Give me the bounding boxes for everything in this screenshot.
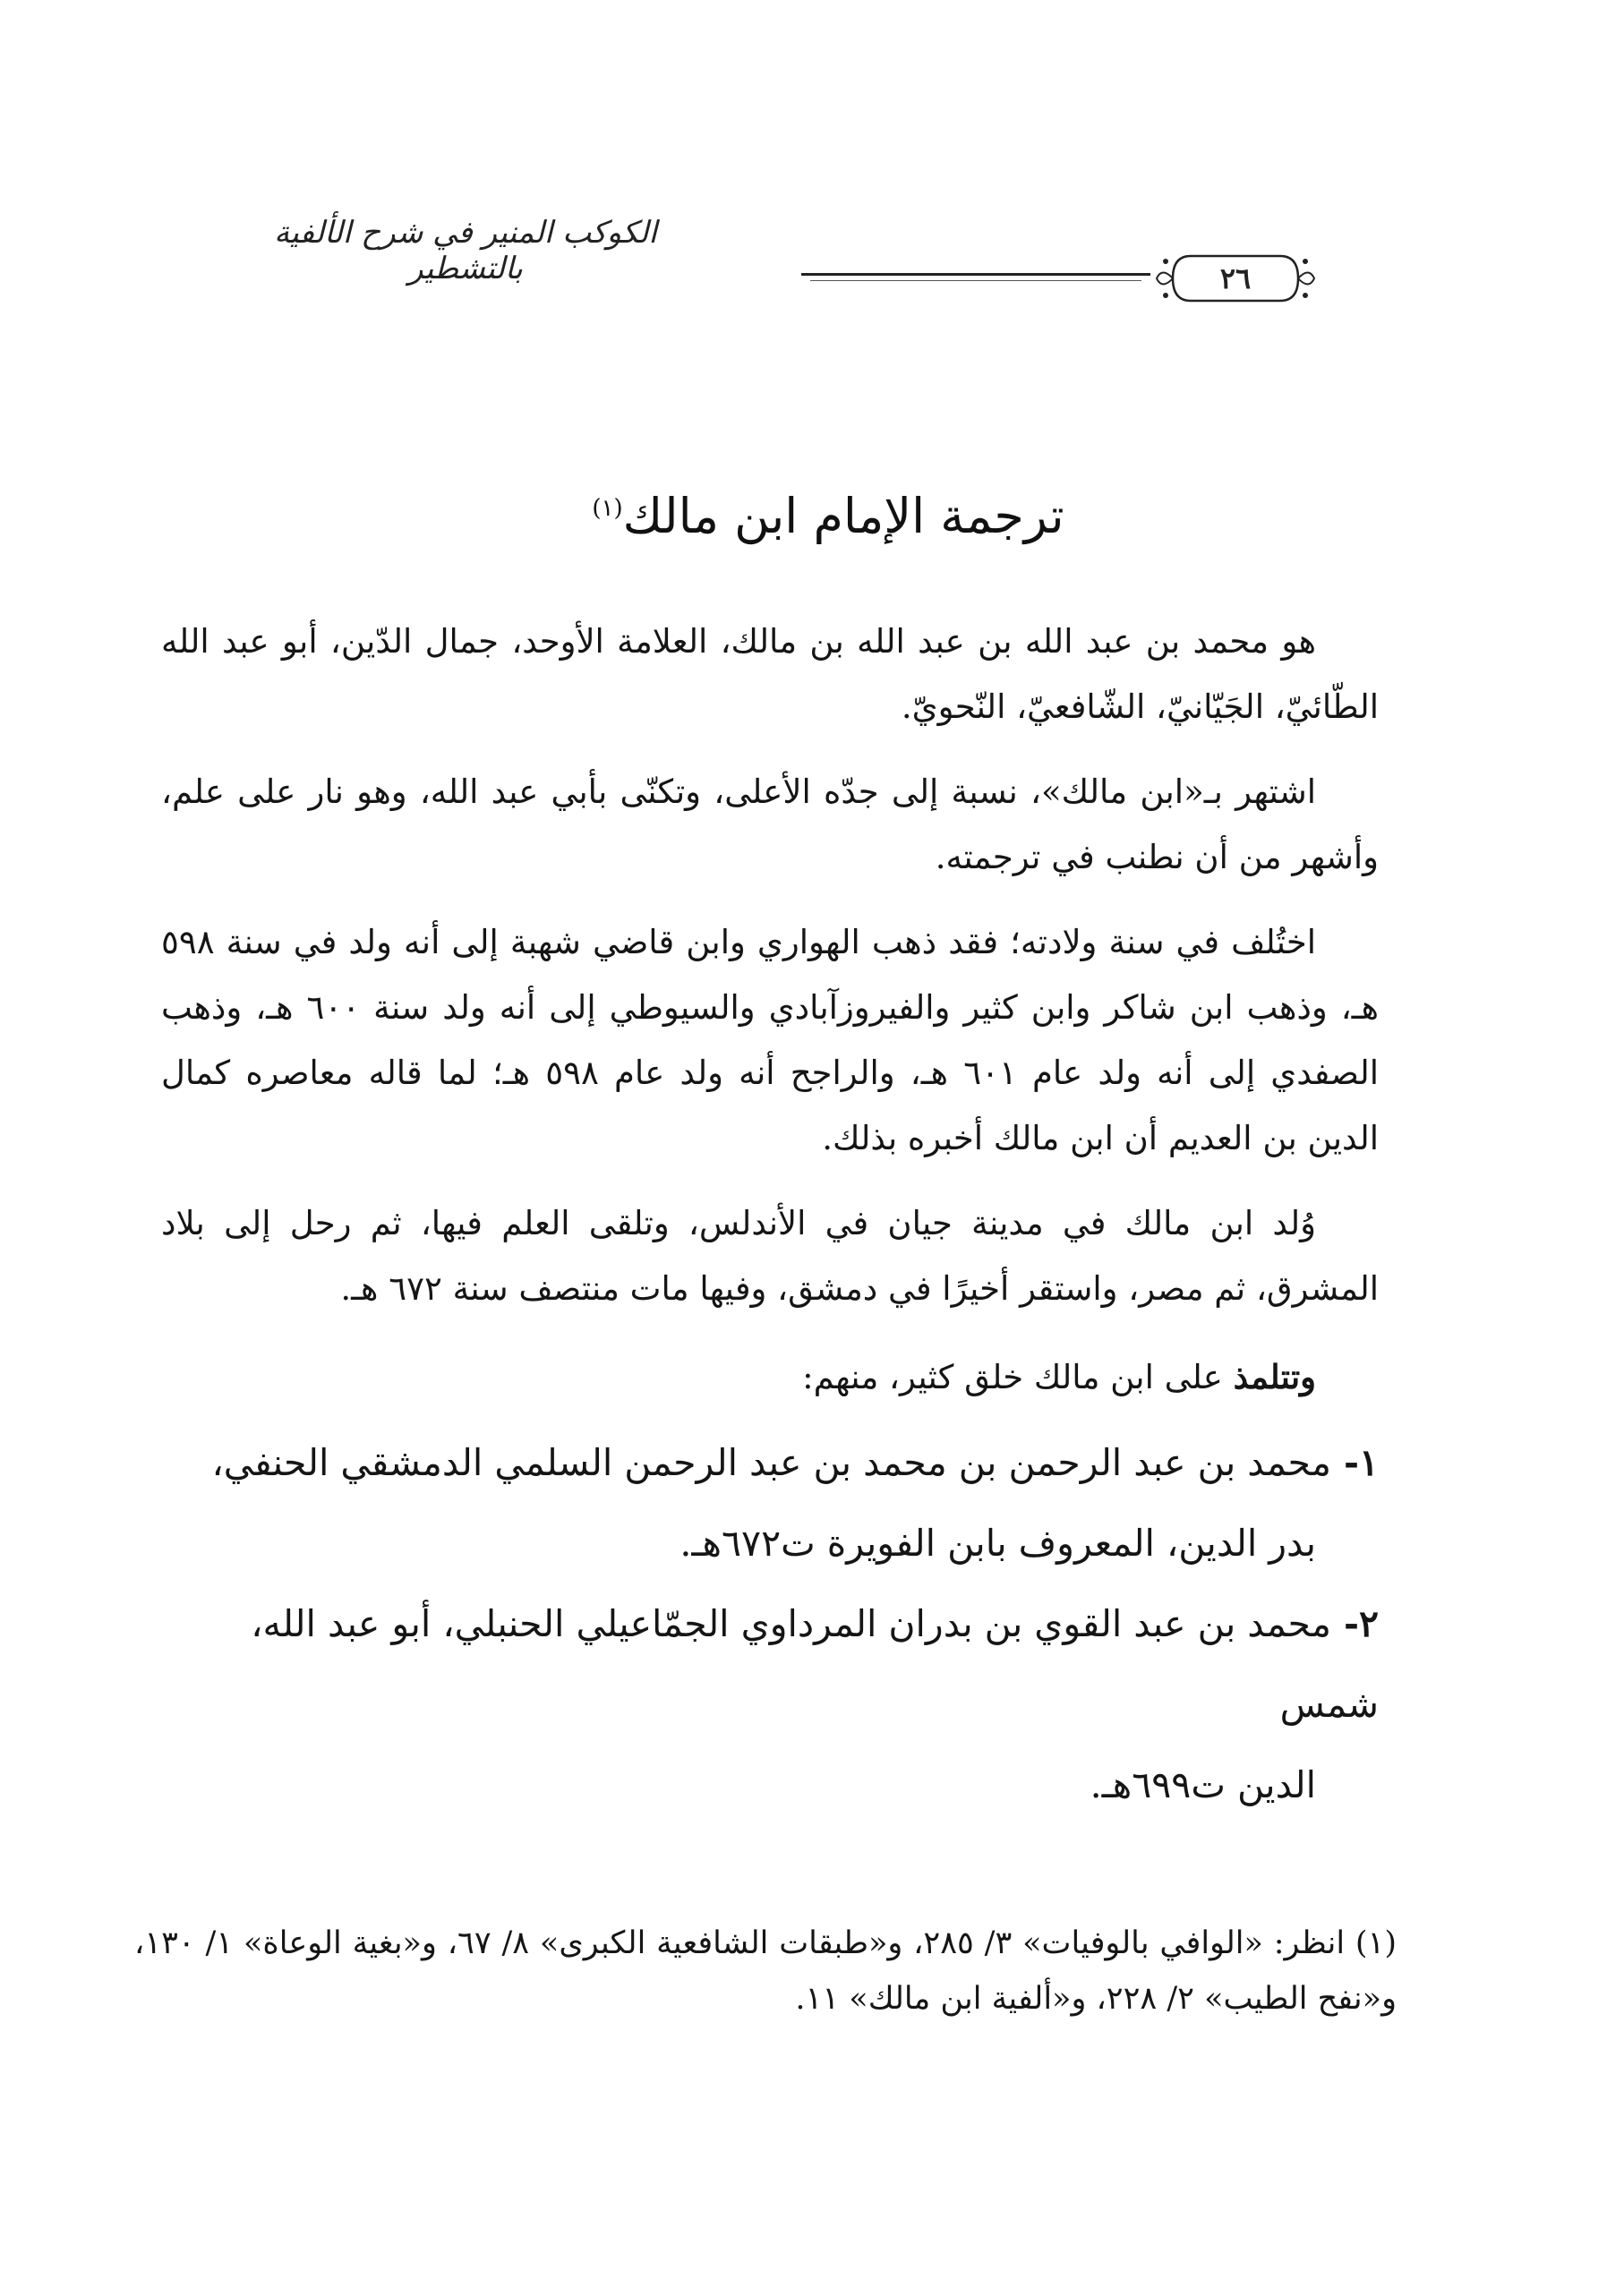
students-heading-rest: على ابن مالك خلق كثير، منهم: bbox=[802, 1358, 1223, 1396]
list-item bbox=[161, 1422, 1379, 1583]
list-item-line2: بدر الدين، المعروف بابن الفويرة ت٦٧٢هـ. bbox=[680, 1522, 1316, 1565]
footnote-marker: (١) bbox=[592, 495, 623, 522]
header-rule bbox=[801, 273, 1150, 276]
page-title-text: ترجمة الإمام ابن مالك bbox=[622, 488, 1064, 544]
paragraph-birth-year: اختُلف في سنة ولادته؛ فقد ذهب الهواري وابن قاضي شهبة إلى أنه ولد في سنة ٥٩٨ هـ، وذهب ابن شاكر وابن كثير والفيروزآبادي والسيوطي إلى أنه ولد سنة ٦٠٠ هـ، وذهب الصفدي إلى أنه ولد عام ٦٠١ هـ، والراجح أنه ولد عام ٥٩٨ هـ؛ لما قاله معاصره كمال الدين بن العديم أن ابن مالك أخبره بذلك. bbox=[161, 923, 1379, 1157]
header-rule-thin bbox=[810, 280, 1141, 281]
list-item-line1: محمد بن عبد الرحمن بن محمد بن عبد الرحمن السلمي الدمشقي الحنفي، bbox=[211, 1441, 1331, 1484]
page-number-ornament bbox=[1155, 249, 1316, 308]
page-number: ٢٦ bbox=[1219, 261, 1252, 295]
footnote-1: (١) انظر: «الوافي بالوفيات» ٣/ ٢٨٥، و«طبقات الشافعية الكبرى» ٨/ ٦٧، و«بغية الوعاة» ١/ ١٣٠، و«نفح الطيب» ٢/ ٢٢٨، و«ألفية ابن مالك» ١١. bbox=[134, 1925, 1397, 2017]
list-item-number: ١- bbox=[1343, 1441, 1379, 1484]
list-item bbox=[161, 1583, 1379, 1825]
body-text bbox=[161, 609, 1379, 1825]
students-heading bbox=[161, 1341, 1379, 1413]
page-header bbox=[0, 0, 1624, 358]
paragraph-lineage: هو محمد بن عبد الله بن عبد الله بن مالك، العلامة الأوحد، جمال الدّين، أبو عبد الله الطّائيّ، الجَيّانيّ، الشّافعيّ، النّحويّ. bbox=[161, 622, 1379, 726]
page-title bbox=[358, 488, 1298, 544]
footnotes bbox=[134, 1916, 1397, 2027]
list-item-number: ٢- bbox=[1343, 1602, 1379, 1645]
list-item-line2: الدين ت٦٩٩هـ. bbox=[1090, 1763, 1316, 1806]
paragraph-life: وُلد ابن مالك في مدينة جيان في الأندلس، وتلقى العلم فيها، ثم رحل إلى بلاد المشرق، ثم مصر، واستقر أخيرًا في دمشق، وفيها مات منتصف سنة ٦٧٢ هـ. bbox=[161, 1204, 1379, 1308]
students-heading-bold: وتتلمذ bbox=[1233, 1357, 1316, 1396]
running-title: الكوكب المنير في شرح الألفية بالتشطير bbox=[274, 215, 657, 286]
list-item-line1: محمد بن عبد القوي بن بدران المرداوي الجمّاعيلي الحنبلي، أبو عبد الله، شمس bbox=[251, 1602, 1379, 1726]
paragraph-fame: اشتهر بـ«ابن مالك»، نسبة إلى جدّه الأعلى، وتكنّى بأبي عبد الله، وهو نار على علم، وأشهر من أن نطنب في ترجمته. bbox=[161, 772, 1379, 876]
